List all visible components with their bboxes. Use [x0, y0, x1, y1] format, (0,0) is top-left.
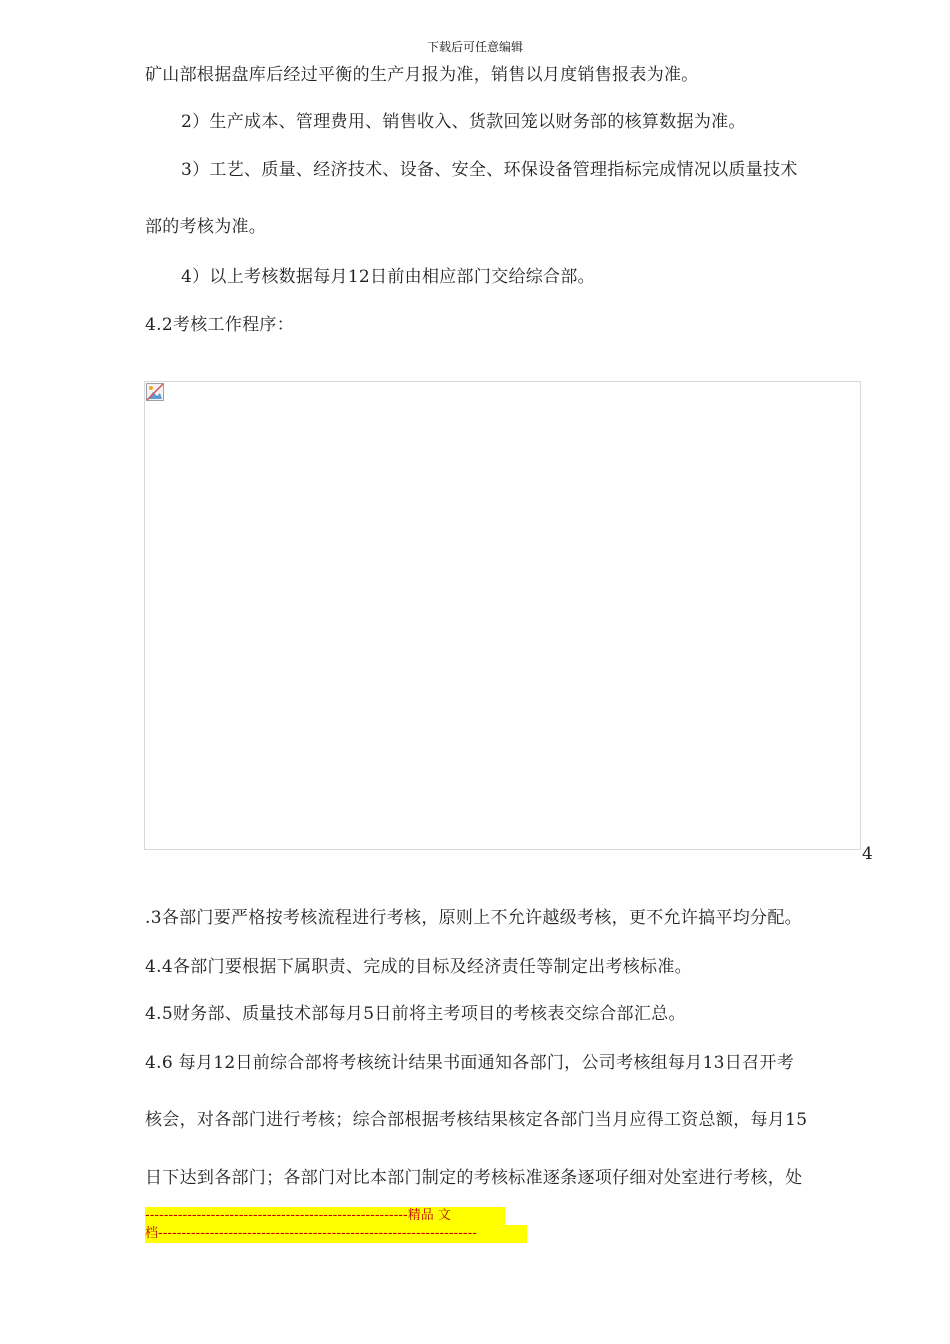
- paragraph-line: 3）工艺、质量、经济技术、设备、安全、环保设备管理指标完成情况以质量技术: [181, 160, 798, 180]
- paragraph-line: 核会，对各部门进行考核；综合部根据考核结果核定各部门当月应得工资总额，每月15: [145, 1110, 808, 1130]
- paragraph-line: 4.6 每月12日前综合部将考核统计结果书面通知各部门，公司考核组每月13日召开考: [145, 1053, 795, 1073]
- paragraph-line: 4.4各部门要根据下属职责、完成的目标及经济责任等制定出考核标准。: [145, 957, 692, 977]
- paragraph-line: .3各部门要严格按考核流程进行考核，原则上不允许越级考核，更不允许搞平均分配。: [145, 908, 802, 928]
- section-heading: 4.2考核工作程序：: [145, 315, 295, 335]
- broken-image-icon: [146, 383, 164, 401]
- paragraph-line: 2）生产成本、管理费用、销售收入、货款回笼以财务部的核算数据为准。: [181, 112, 746, 132]
- paragraph-line: 部的考核为准。: [145, 217, 267, 237]
- paragraph-line: 4.5财务部、质量技术部每月5日前将主考项目的考核表交综合部汇总。: [145, 1004, 686, 1024]
- paragraph-line: 4）以上考核数据每月12日前由相应部门交给综合部。: [181, 267, 595, 287]
- paragraph-line: 矿山部根据盘库后经过平衡的生产月报为准，销售以月度销售报表为准。: [145, 65, 699, 85]
- footer-banner-line1: --------------------------------------------------------精品 文: [145, 1207, 505, 1225]
- flowchart-image-placeholder: [144, 381, 861, 850]
- page-header: 下载后可任意编辑: [426, 40, 523, 54]
- paragraph-line: 日下达到各部门；各部门对比本部门制定的考核标准逐条逐项仔细对处室进行考核，处: [145, 1168, 803, 1188]
- section-number-fragment: 4: [862, 844, 873, 864]
- footer-banner-line2: 档--------------------------------------------------------------------: [145, 1225, 527, 1243]
